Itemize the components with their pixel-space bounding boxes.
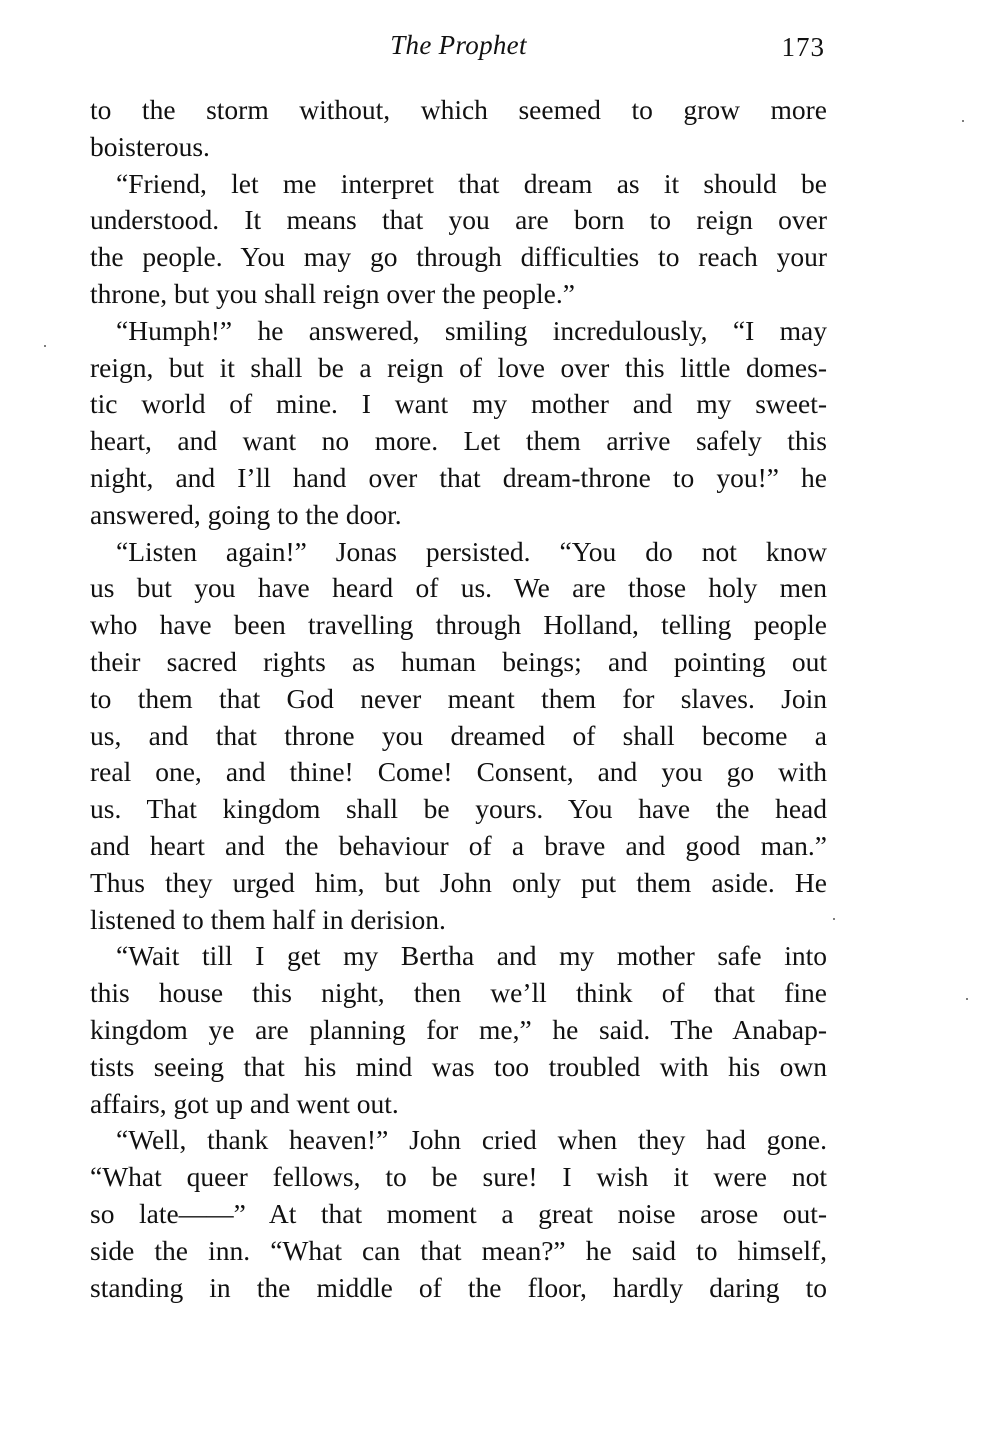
scan-speck — [966, 998, 968, 1000]
text-line: tic world of mine. I want my mother and my sweet- — [90, 388, 827, 420]
text-line: so late——” At that moment a great noise arose out- — [90, 1197, 827, 1229]
text-line: “What queer fellows, to be sure! I wish it were not — [90, 1161, 827, 1193]
text-line: their sacred rights as human beings; and pointing out — [90, 645, 827, 677]
scan-speck — [44, 345, 46, 347]
text-line: listened to them half in derision. — [90, 903, 446, 935]
scan-speck — [833, 918, 835, 920]
text-line: this house this night, then we’ll think of that fine — [90, 977, 827, 1009]
text-line: boisterous. — [90, 130, 210, 162]
text-line: “Friend, let me interpret that dream as it should be — [116, 167, 827, 199]
text-line: “Wait till I get my Bertha and my mother safe into — [116, 940, 827, 972]
text-line: who have been travelling through Holland, telling people — [90, 609, 827, 641]
text-line: standing in the middle of the floor, hardly daring to — [90, 1271, 827, 1303]
text-line: to the storm without, which seemed to grow more — [90, 94, 827, 125]
page-number: 173 — [781, 32, 825, 62]
text-line: to them that God never meant them for slaves. Join — [90, 682, 827, 714]
text-line: and heart and the behaviour of a brave and good man.” — [90, 829, 827, 861]
running-head — [90, 30, 827, 70]
text-line: Thus they urged him, but John only put them aside. He — [90, 866, 827, 898]
text-line: real one, and thine! Come! Consent, and you go with — [90, 756, 827, 788]
text-line: “Listen again!” Jonas persisted. “You do not know — [116, 535, 827, 567]
text-line: “Well, thank heaven!” John cried when they had gone. — [116, 1124, 827, 1156]
text-line: heart, and want no more. Let them arrive safely this — [90, 425, 827, 457]
text-line: us but you have heard of us. We are those holy men — [90, 572, 827, 604]
text-line: answered, going to the door. — [90, 498, 402, 530]
text-line: affairs, got up and went out. — [90, 1087, 399, 1119]
text-line: throne, but you shall reign over the people.” — [90, 277, 575, 309]
text-line: reign, but it shall be a reign of love over this little domes- — [90, 351, 827, 383]
body-text — [90, 92, 827, 1306]
scan-speck — [962, 120, 964, 122]
text-line: kingdom ye are planning for me,” he said. The Anabap- — [90, 1013, 827, 1045]
text-line: “Humph!” he answered, smiling incredulously, “I may — [116, 314, 827, 346]
text-line: understood. It means that you are born to reign over — [90, 204, 827, 236]
text-line: tists seeing that his mind was too troubled with his own — [90, 1050, 827, 1082]
running-title: The Prophet — [390, 30, 527, 60]
text-line: us. That kingdom shall be yours. You have the head — [90, 793, 827, 825]
text-line: side the inn. “What can that mean?” he said to himself, — [90, 1234, 827, 1266]
text-line: us, and that throne you dreamed of shall become a — [90, 719, 827, 751]
text-line: night, and I’ll hand over that dream-throne to you!” he — [90, 461, 827, 493]
text-line: the people. You may go through difficulties to reach your — [90, 241, 827, 273]
